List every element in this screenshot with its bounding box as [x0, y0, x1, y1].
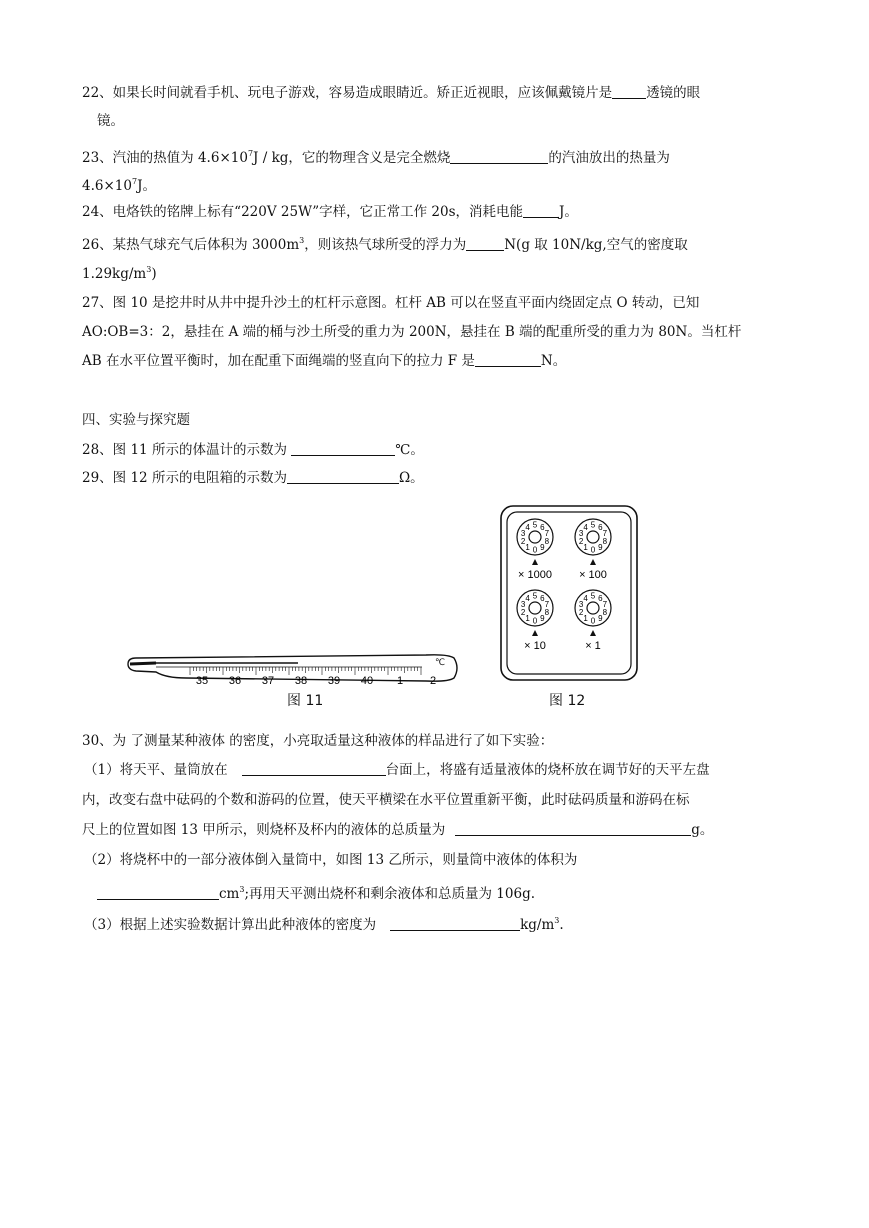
q30-intro-text: 30、为 了测量某种液体 的密度，小亮取适量这种液体的样品进行了如下实验：	[82, 733, 554, 749]
figure-11-caption: 图 11	[287, 693, 324, 709]
dial-digit: 8	[544, 607, 550, 617]
q30-part1-line1	[84, 761, 710, 779]
dial-digit: 6	[540, 593, 545, 603]
dial-digit: 1	[583, 614, 588, 624]
q30-p1-b: 台面上，将盛有适量液体的烧杯放在调节好的天平左盘	[385, 762, 710, 778]
dial-digit: 1	[583, 543, 588, 553]
dial-digit: 6	[598, 593, 603, 603]
q27-text-3b: N。	[540, 353, 567, 369]
q29-answer-blank[interactable]	[287, 469, 399, 484]
dial-digit: 9	[598, 543, 603, 553]
question-30-intro	[82, 732, 553, 750]
q30-p1-e: g。	[691, 822, 714, 838]
q30-part1-line3	[82, 821, 713, 839]
dial-digit: 2	[520, 536, 526, 546]
dial-multiplier-label: × 10	[524, 640, 546, 652]
question-23	[82, 145, 670, 167]
q22-text-b: 透镜的眼	[646, 85, 701, 101]
dial-digit: 7	[602, 600, 608, 610]
question-28	[82, 441, 424, 459]
dial-digit: 2	[520, 607, 526, 617]
dial-multiplier-label: × 1	[585, 640, 601, 652]
question-24	[82, 203, 578, 221]
q22-answer-blank[interactable]	[612, 84, 646, 99]
question-27-line1	[82, 294, 699, 312]
resistance-dial[interactable]	[575, 590, 611, 652]
q26-text-d: 1.29kg/m	[82, 266, 147, 282]
q30-p3-c: .	[559, 917, 564, 933]
dial-digit: 4	[583, 593, 588, 603]
resistance-box-figure	[500, 505, 638, 681]
q23-text-c: 的汽油放出的热量为	[548, 150, 670, 166]
q28-text-a: 28、图 11 所示的体温计的示数为	[82, 442, 292, 458]
resistance-dial[interactable]	[517, 590, 553, 652]
q26-text-c: N(g 取 10N/kg,空气的密度取	[504, 237, 688, 253]
q29-text-b: Ω。	[398, 470, 424, 486]
thermometer-tick-label: 39	[327, 675, 341, 686]
q24-text-a: 24、电烙铁的铭牌上标有“220V 25W”字样，它正常工作 20s，消耗电能	[82, 204, 523, 220]
dial-digit: 4	[525, 593, 530, 603]
dial-digit: 6	[598, 522, 603, 532]
thermometer-tick-label: 1	[396, 675, 404, 686]
q30-p3-unit: kg/m	[520, 917, 555, 933]
q30-part2-line1	[84, 851, 577, 869]
question-26-cont	[82, 261, 157, 283]
thermometer-tick-label: 38	[294, 675, 308, 686]
q27-text-1: 27、图 10 是挖井时从井中提升沙土的杠杆示意图。杠杆 AB 可以在竖直平面内绕固定点 O 转动，已知	[82, 295, 700, 311]
thermometer-figure	[126, 650, 462, 686]
dial-pointer-icon	[532, 559, 538, 565]
q22-text: 22、如果长时间就看手机、玩电子游戏，容易造成眼睛近。矫正近视眼，应该佩戴镜片是	[82, 85, 613, 101]
q23-text-e: J。	[137, 178, 156, 194]
dial-pointer-icon	[532, 630, 538, 636]
resistance-dial[interactable]	[575, 519, 611, 581]
dial-digit: 7	[602, 529, 608, 539]
dial-digit: 6	[540, 522, 545, 532]
q30-p3-sup: 3	[554, 916, 560, 925]
dial-digit: 4	[525, 522, 530, 532]
thermometer-unit-label: ℃	[435, 657, 446, 667]
q26-sup-2: 3	[146, 265, 152, 274]
question-22	[82, 84, 700, 102]
q30-p2-a: （2）将烧杯中的一部分液体倒入量筒中，如图 13 乙所示，则量筒中液体的体积为	[84, 852, 578, 868]
dial-pointer-icon	[590, 559, 596, 565]
question-26	[82, 232, 688, 254]
thermometer-tick-label: 36	[228, 675, 242, 686]
q24-answer-blank[interactable]	[523, 203, 559, 218]
dial-digit: 9	[598, 614, 603, 624]
dial-digit: 5	[532, 591, 538, 601]
q30-p2-c: ;再用天平测出烧杯和剩余液体和总质量为 106g.	[244, 886, 536, 902]
q30-part2-line2	[97, 881, 535, 903]
question-23-cont	[82, 173, 156, 195]
dial-digit: 2	[578, 607, 584, 617]
thermometer-tick-label: 35	[195, 675, 209, 686]
dial-digit: 8	[602, 607, 608, 617]
q30-p1-blank-2[interactable]	[455, 821, 691, 836]
question-27-line2	[82, 323, 741, 341]
q27-text-3a: AB 在水平位置平衡时，加在配重下面绳端的竖直向下的拉力 F 是	[82, 353, 475, 369]
q26-answer-blank[interactable]	[466, 236, 504, 251]
question-27-line3	[82, 352, 566, 370]
q30-p2-sup: 3	[239, 885, 245, 894]
q30-p1-blank-1[interactable]	[242, 761, 386, 776]
dial-digit: 1	[525, 614, 530, 624]
dial-digit: 7	[544, 600, 550, 610]
section-heading	[82, 411, 190, 429]
q23-text-d: 4.6×10	[82, 178, 132, 194]
dial-digit: 0	[590, 616, 596, 626]
q30-p1-a: （1）将天平、量筒放在	[84, 762, 228, 778]
q23-text-b: J / kg，它的物理含义是完全燃烧	[253, 150, 451, 166]
dial-digit: 0	[590, 545, 596, 555]
dial-digit: 3	[520, 529, 526, 539]
q30-p2-blank[interactable]	[97, 885, 219, 900]
dial-digit: 5	[532, 520, 538, 530]
q23-exponent-2: 7	[131, 177, 138, 186]
q26-text-a: 26、某热气球充气后体积为 3000m	[82, 237, 300, 253]
dial-digit: 3	[520, 600, 526, 610]
q30-p1-c: 内，改变右盘中砝码的个数和游码的位置，使天平横梁在水平位置重新平衡，此时砝码质量和游码在标	[82, 792, 690, 808]
q23-exponent: 7	[247, 149, 254, 158]
q30-p2-unit: cm	[219, 886, 240, 902]
dial-digit: 2	[578, 536, 584, 546]
dial-digit: 5	[590, 520, 596, 530]
question-29	[82, 469, 424, 487]
q28-answer-blank[interactable]	[291, 441, 395, 456]
thermometer-tick-label: 37	[261, 675, 275, 686]
q30-part1-line2	[82, 791, 690, 809]
dial-digit: 0	[532, 545, 538, 555]
dial-digit: 8	[602, 536, 608, 546]
figure-12-caption: 图 12	[549, 693, 586, 709]
q30-part3	[84, 912, 564, 934]
question-22-cont	[97, 112, 124, 130]
q24-text-b: J。	[559, 204, 578, 220]
dial-pointer-icon	[590, 630, 596, 636]
dial-digit: 3	[578, 529, 584, 539]
dial-digit: 4	[583, 522, 588, 532]
q27-text-2: AO:OB=3：2，悬挂在 A 端的桶与沙土所受的重力为 200N，悬挂在 B 端的配重所受的重力为 80N。当杠杆	[82, 324, 742, 340]
q30-p3-blank[interactable]	[390, 916, 520, 931]
q30-p1-d: 尺上的位置如图 13 甲所示，则烧杯及杯内的液体的总质量为	[82, 822, 446, 838]
q26-text-e: )	[151, 266, 157, 282]
dial-digit: 9	[540, 543, 545, 553]
dial-digit: 3	[578, 600, 584, 610]
q26-text-b: ，则该热气球所受的浮力为	[304, 237, 467, 253]
dial-digit: 9	[540, 614, 545, 624]
q27-answer-blank[interactable]	[475, 352, 541, 367]
dial-digit: 1	[525, 543, 530, 553]
q28-text-b: ℃。	[395, 442, 424, 458]
thermometer-tick-label: 2	[429, 675, 437, 686]
q29-text-a: 29、图 12 所示的电阻箱的示数为	[82, 470, 287, 486]
dial-digit: 8	[544, 536, 550, 546]
dial-digit: 0	[532, 616, 538, 626]
dial-digit: 5	[590, 591, 596, 601]
q23-text-a: 23、汽油的热值为 4.6×10	[82, 150, 248, 166]
thermometer-tick-label: 40	[360, 675, 374, 686]
section-4-title: 四、实验与探究题	[82, 412, 190, 428]
dial-multiplier-label: × 1000	[518, 569, 552, 581]
q30-p3-a: （3）根据上述实验数据计算出此种液体的密度为	[84, 917, 377, 933]
q26-sup: 3	[299, 236, 305, 245]
q23-answer-blank[interactable]	[450, 149, 548, 164]
dial-digit: 7	[544, 529, 550, 539]
dial-multiplier-label: × 100	[579, 569, 607, 581]
resistance-dial[interactable]	[517, 519, 553, 581]
q22-text-c: 镜。	[97, 113, 124, 129]
